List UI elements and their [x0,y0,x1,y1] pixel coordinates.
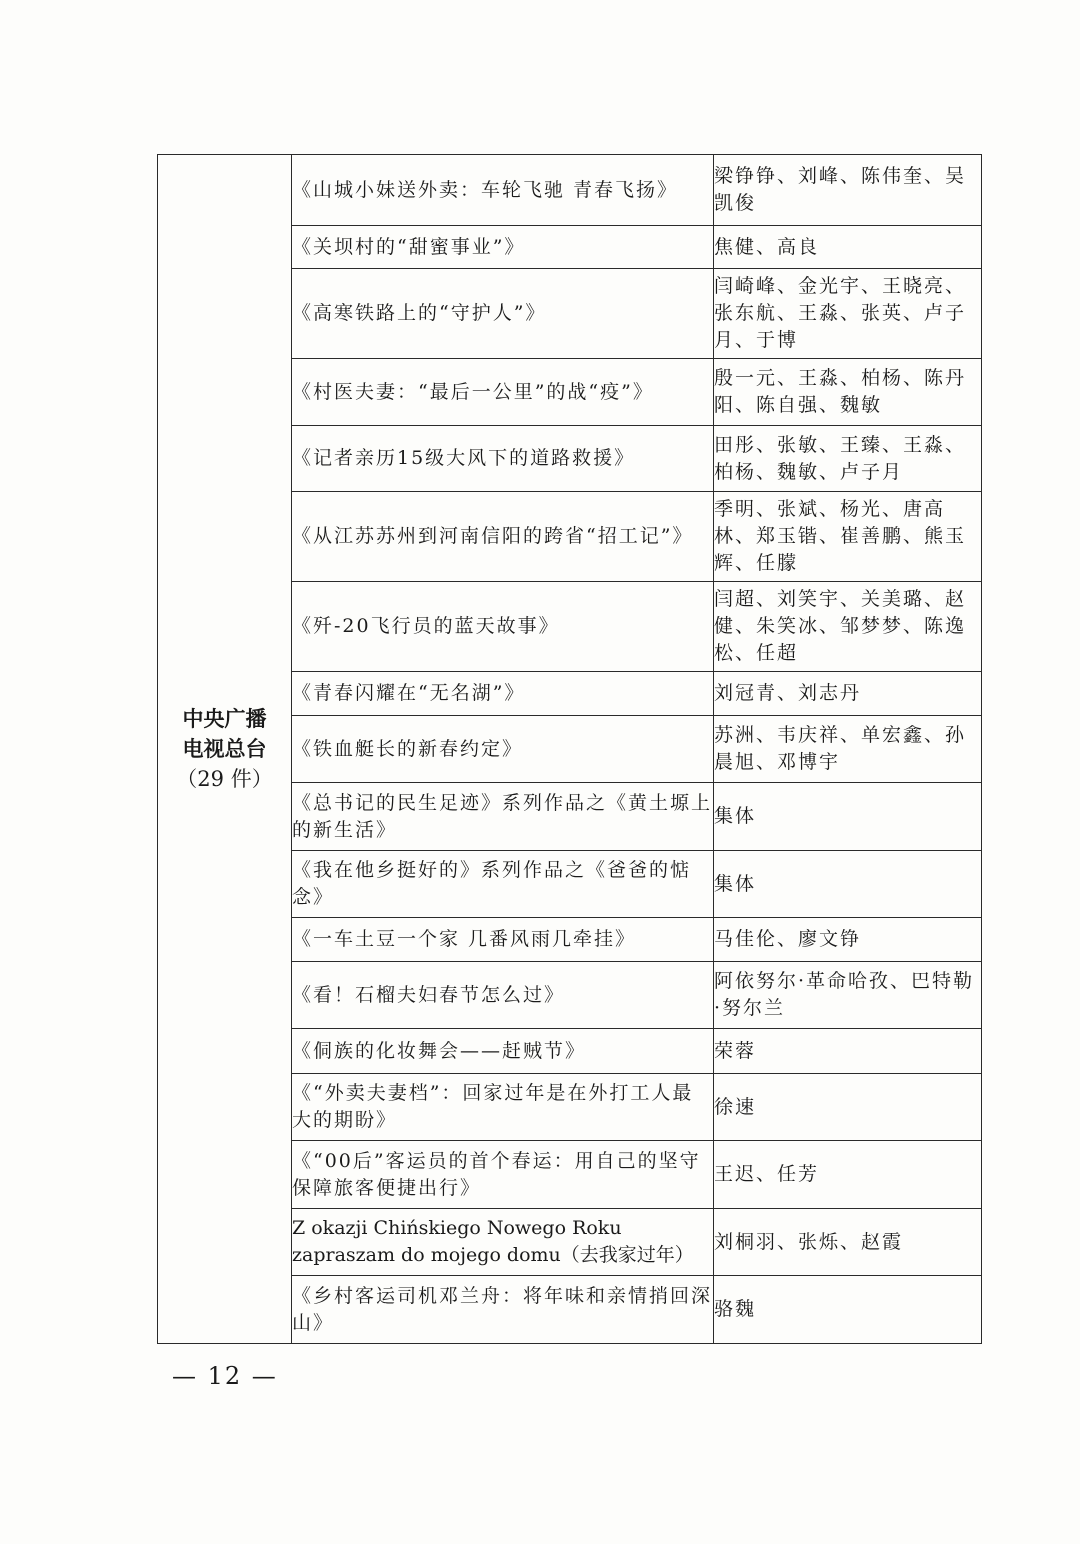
work-title: 《从江苏苏州到河南信阳的跨省“招工记”》 [292,492,714,582]
work-authors: 苏洲、韦庆祥、单宏鑫、孙晨旭、邓博宇 [714,716,982,783]
work-title: 《歼-20飞行员的蓝天故事》 [292,582,714,672]
work-authors: 闫崎峰、金光宇、王晓亮、张东航、王淼、张英、卢子月、于博 [714,269,982,359]
work-title: Z okazji Chińskiego Nowego Roku zapraszam do mojego domu（去我家过年） [292,1209,714,1276]
work-title: 《青春闪耀在“无名湖”》 [292,672,714,716]
table-row [158,155,982,226]
work-authors: 阿依努尔·革命哈孜、巴特勒·努尔兰 [714,962,982,1029]
work-title: 《“00后”客运员的首个春运：用自己的坚守保障旅客便捷出行》 [292,1141,714,1209]
work-title: 《记者亲历15级大风下的道路救援》 [292,426,714,492]
work-title: 《看！石榴夫妇春节怎么过》 [292,962,714,1029]
work-authors: 刘冠青、刘志丹 [714,672,982,716]
work-authors: 集体 [714,851,982,918]
page-number: — 12 — [172,1362,278,1390]
work-title: 《一车土豆一个家 几番风雨几牵挂》 [292,918,714,962]
work-title: 《侗族的化妆舞会——赶贼节》 [292,1029,714,1074]
organization-name-line1: 中央广播 [182,707,267,731]
work-authors: 集体 [714,783,982,851]
work-title: 《高寒铁路上的“守护人”》 [292,269,714,359]
organization-name-line2: 电视总台 [182,737,267,761]
work-authors: 徐速 [714,1074,982,1141]
work-authors: 荣蓉 [714,1029,982,1074]
work-authors: 田彤、张敏、王臻、王淼、柏杨、魏敏、卢子月 [714,426,982,492]
work-title: 《乡村客运司机邓兰舟：将年味和亲情捎回深山》 [292,1276,714,1344]
organization-count: （29 件） [176,767,273,791]
work-authors: 王迟、任芳 [714,1141,982,1209]
organization-cell [158,155,292,1344]
work-authors: 焦健、高良 [714,226,982,269]
work-authors: 闫超、刘笑宇、关美璐、赵健、朱笑冰、邹梦梦、陈逸松、任超 [714,582,982,672]
award-table [157,154,982,1344]
work-title: 《“外卖夫妻档”：回家过年是在外打工人最大的期盼》 [292,1074,714,1141]
work-title: 《村医夫妻：“最后一公里”的战“疫”》 [292,359,714,426]
work-title: 《关坝村的“甜蜜事业”》 [292,226,714,269]
work-authors: 马佳伦、廖文铮 [714,918,982,962]
work-authors: 梁铮铮、刘峰、陈伟奎、吴凯俊 [714,155,982,226]
work-authors: 季明、张斌、杨光、唐高林、郑玉锴、崔善鹏、熊玉辉、任朦 [714,492,982,582]
work-title: 《铁血艇长的新春约定》 [292,716,714,783]
work-title: 《山城小妹送外卖：车轮飞驰 青春飞扬》 [292,155,714,226]
work-title: 《总书记的民生足迹》系列作品之《黄土塬上的新生活》 [292,783,714,851]
work-title: 《我在他乡挺好的》系列作品之《爸爸的惦念》 [292,851,714,918]
work-authors: 殷一元、王淼、柏杨、陈丹阳、陈自强、魏敏 [714,359,982,426]
work-authors: 骆魏 [714,1276,982,1344]
work-authors: 刘桐羽、张烁、赵霞 [714,1209,982,1276]
